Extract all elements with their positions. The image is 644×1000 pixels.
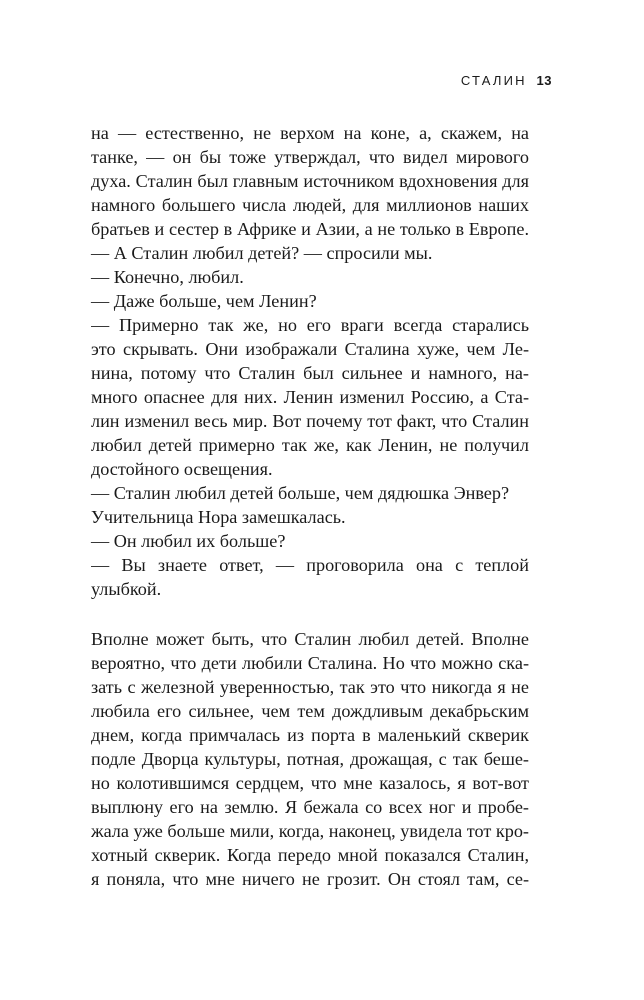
text-line: достойного освещения. bbox=[91, 459, 273, 479]
text-line: намного большего числа людей, для миллионов наших bbox=[91, 195, 529, 215]
text-line: — Вы знаете ответ, — проговорила она с теплой bbox=[91, 555, 529, 575]
text-line: Вполне может быть, что Сталин любил детей. Вполне bbox=[91, 629, 529, 649]
text-line: духа. Сталин был главным источником вдохновения для bbox=[91, 171, 529, 191]
text-line: хотный скверик. Когда передо мной показался Сталин, bbox=[91, 845, 529, 865]
text-line: вероятно, что дети любили Сталина. Но что можно ска- bbox=[91, 653, 529, 673]
text-line: улыбкой. bbox=[91, 579, 162, 599]
text-line: — Он любил их больше? bbox=[91, 531, 286, 551]
text-line: лин изменил весь мир. Вот почему тот факт, что Сталин bbox=[91, 411, 529, 431]
page-number: 13 bbox=[536, 73, 552, 88]
text-line: подле Дворца культуры, потная, дрожащая, с так беше- bbox=[91, 749, 529, 769]
dialogue-block bbox=[91, 121, 529, 601]
text-line: — Конечно, любил. bbox=[91, 267, 244, 287]
text-line: любила его сильнее, чем тем дождливым декабрьским bbox=[91, 701, 529, 721]
narrative-block bbox=[91, 627, 529, 891]
text-line: Учительница Нора замешкалась. bbox=[91, 507, 346, 527]
running-title: СТАЛИН bbox=[460, 73, 527, 88]
text-line: это скрывать. Они изображали Сталина хуже, чем Ле- bbox=[91, 339, 529, 359]
text-line: братьев и сестер в Африке и Азии, а не только в Европе. bbox=[91, 219, 529, 239]
text-line: но колотившимся сердцем, что мне казалось, я вот-вот bbox=[91, 773, 529, 793]
text-line: много опаснее для них. Ленин изменил Россию, а Ста- bbox=[91, 387, 529, 407]
text-line: — Даже больше, чем Ленин? bbox=[91, 291, 317, 311]
text-line: зать с железной уверенностью, так это что никогда я не bbox=[91, 677, 529, 697]
text-line: днем, когда примчалась из порта в маленький скверик bbox=[91, 725, 529, 745]
text-line: на — естественно, не верхом на коне, а, скажем, на bbox=[91, 123, 529, 143]
running-header bbox=[461, 73, 552, 89]
text-line: танке, — он бы тоже утверждал, что видел мирового bbox=[91, 147, 529, 167]
text-line: выплюну его на землю. Я бежала со всех ног и пробе- bbox=[91, 797, 529, 817]
text-line: — Сталин любил детей больше, чем дядюшка Энвер? bbox=[91, 483, 510, 503]
text-line: я поняла, что мне ничего не грозит. Он стоял там, се- bbox=[91, 869, 529, 889]
text-line: любил детей примерно так же, как Ленин, не получил bbox=[91, 435, 529, 455]
text-line: жала уже больше мили, когда, наконец, увидела тот кро- bbox=[91, 821, 529, 841]
text-line: нина, потому что Сталин был сильнее и намного, на- bbox=[91, 363, 529, 383]
text-line: — Примерно так же, но его враги всегда старались bbox=[91, 315, 529, 335]
text-line: — А Сталин любил детей? — спросили мы. bbox=[91, 243, 433, 263]
